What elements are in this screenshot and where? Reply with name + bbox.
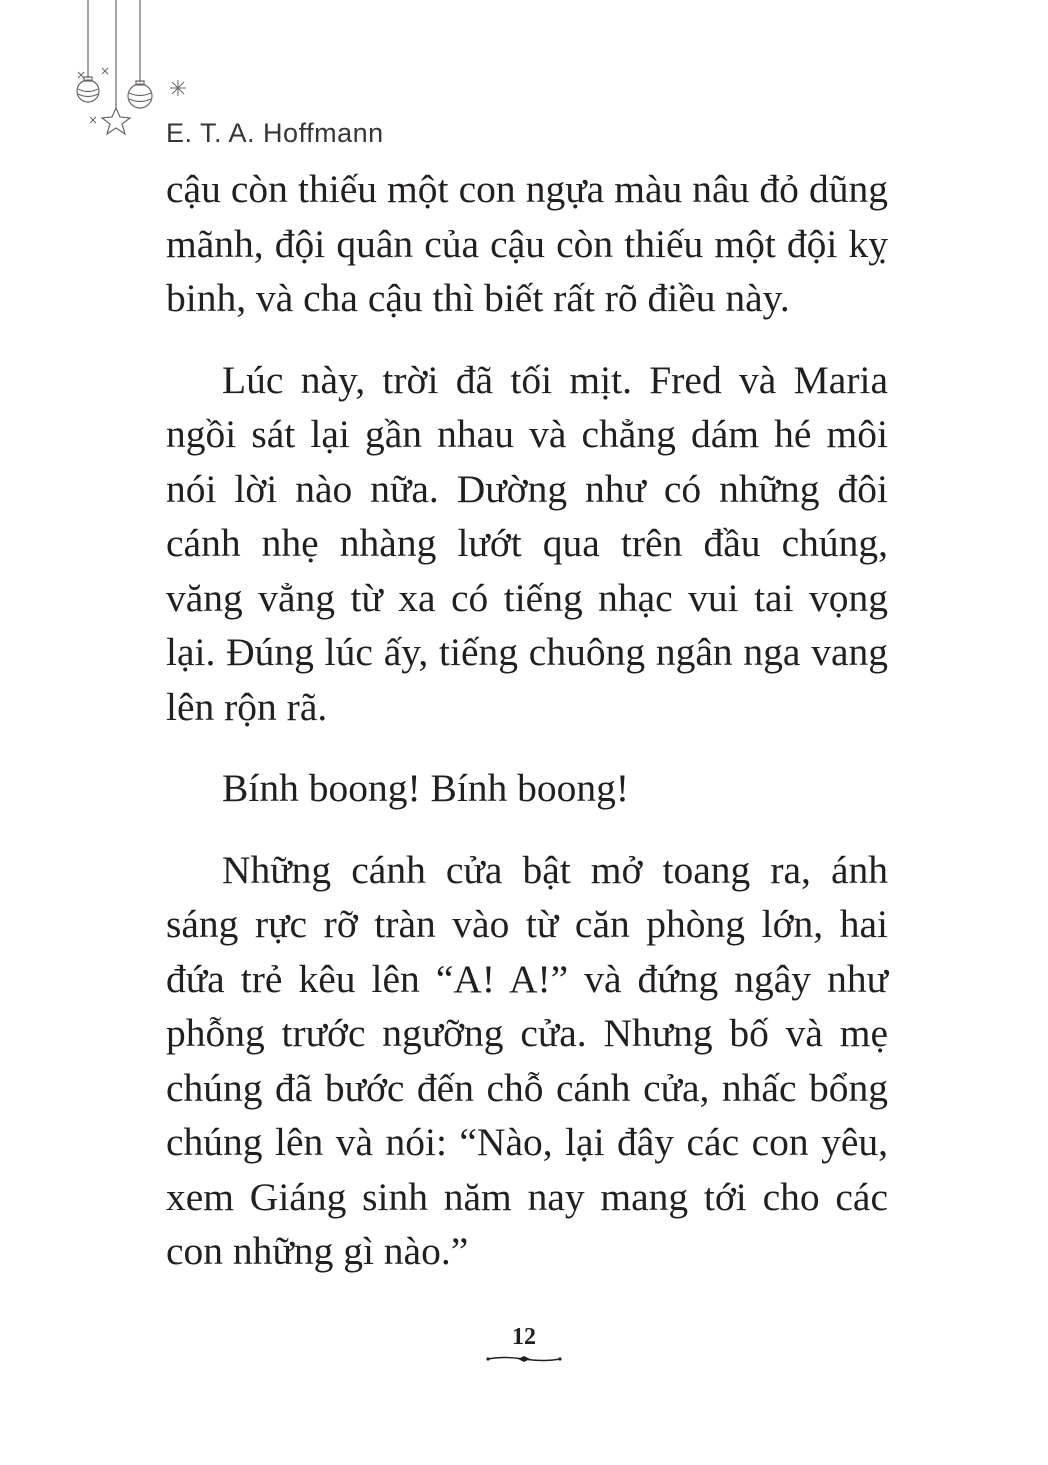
running-header-author: E. T. A. Hoffmann <box>166 118 384 148</box>
flourish-icon <box>484 1352 564 1366</box>
page-number: 12 <box>512 1324 536 1350</box>
paragraph-4: Những cánh cửa bật mở toang ra, ánh sáng rực rỡ tràn vào từ căn phòng lớn, hai đứa trẻ kêu lên “A! A!” và đứng ngây như phỗng trước ngưỡng cửa. Nhưng bố và mẹ chúng đã bước đến chỗ cánh cửa, nhấc bổng chúng lên và nói: “Nào, lại đây các con yêu, xem Giáng sinh năm nay mang tới cho các con những gì nào.” <box>166 847 888 1273</box>
paragraph-1: cậu còn thiếu một con ngựa màu nâu đỏ dũng mãnh, đội quân của cậu còn thiếu một đội kỵ binh, và cha cậu thì biết rất rõ điều này. <box>166 167 888 320</box>
paragraph-3: Bính boong! Bính boong! <box>222 766 630 810</box>
paragraph-2: Lúc này, trời đã tối mịt. Fred và Maria ngồi sát lại gần nhau và chẳng dám hé môi nói lời nào nữa. Dường như có những đôi cánh nhẹ nhàng lướt qua trên đầu chúng, văng vẳng từ xa có tiếng nhạc vui tai vọng lại. Đúng lúc ấy, tiếng chuông ngân nga vang lên rộn rã. <box>166 357 888 729</box>
page-body <box>166 162 888 1279</box>
